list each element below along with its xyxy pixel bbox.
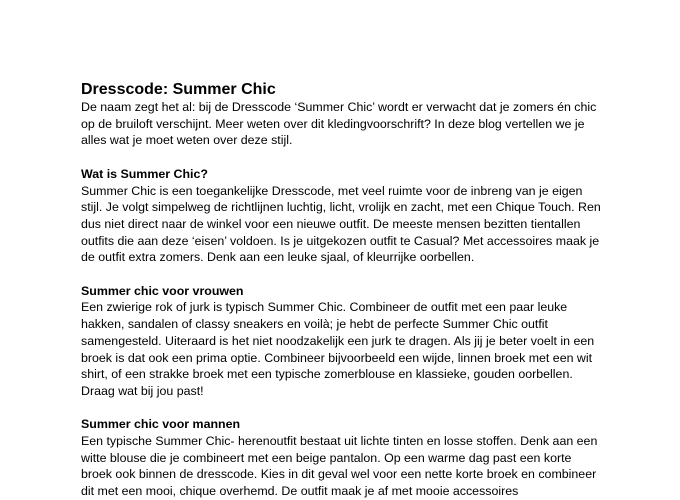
- section-body-men: Een typische Summer Chic- herenoutfit bestaat uit lichte tinten en losse stoffen. Denk aan een witte blouse die je combineert met een beige pantalon. Op een warme dag past een korte broek ook binnen de dresscode. Kies in dit geval wel voor een nette korte broek en combineer dit met een mooi, chique overhemd. De outfit maak je af met mooie accessoires: [81, 434, 598, 499]
- section-body-what-is: Summer Chic is een toegankelijke Dresscode, met veel ruimte voor de inbreng van je eigen stijl. Je volgt simpelweg de richtlijnen luchtig, licht, vrolijk en zacht, met een Chique Touch. Ren dus niet direct naar de winkel voor een nieuwe outfit. De meeste mensen bezitten tientallen outfits die aan deze ‘eisen’ voldoen. Is je uitgekozen outfit te Casual? Met accessoires maak je de outfit extra zomers. Denk aan een leuke sjaal, of kleurrijke oorbellen.: [81, 183, 601, 265]
- section-body-women: Een zwierige rok of jurk is typisch Summer Chic. Combineer de outfit met een paar leuke hakken, sandalen of classy sneakers en voilà; je hebt de perfecte Summer Chic outfit samengesteld. Uiteraard is het niet noodzakelijk een jurk te dragen. Als jij je beter voelt in een broek is dat ook een prima optie. Combineer bijvoorbeeld een wijde, linnen broek met een wit shirt, of een strakke broek met een typische zomerblouse en klassieke, gouden oorbellen. Draag wat bij jou past!: [81, 300, 595, 398]
- document-title: Dresscode: Summer Chic: [81, 81, 276, 98]
- document-page: [81, 80, 601, 500]
- spacer: [81, 149, 601, 166]
- intro-paragraph: De naam zegt het al: bij de Dresscode ‘Summer Chic’ wordt er verwacht dat je zomers én chic op de bruiloft verschijnt. Meer weten over dit kledingvoorschrift? In deze blog vertellen we je alles wat je moet weten over deze stijl.: [81, 100, 597, 148]
- section-heading-what-is: Wat is Summer Chic?: [81, 166, 208, 181]
- spacer: [81, 400, 601, 417]
- spacer: [81, 266, 601, 283]
- section-heading-women: Summer chic voor vrouwen: [81, 283, 244, 298]
- section-heading-men: Summer chic voor mannen: [81, 417, 241, 432]
